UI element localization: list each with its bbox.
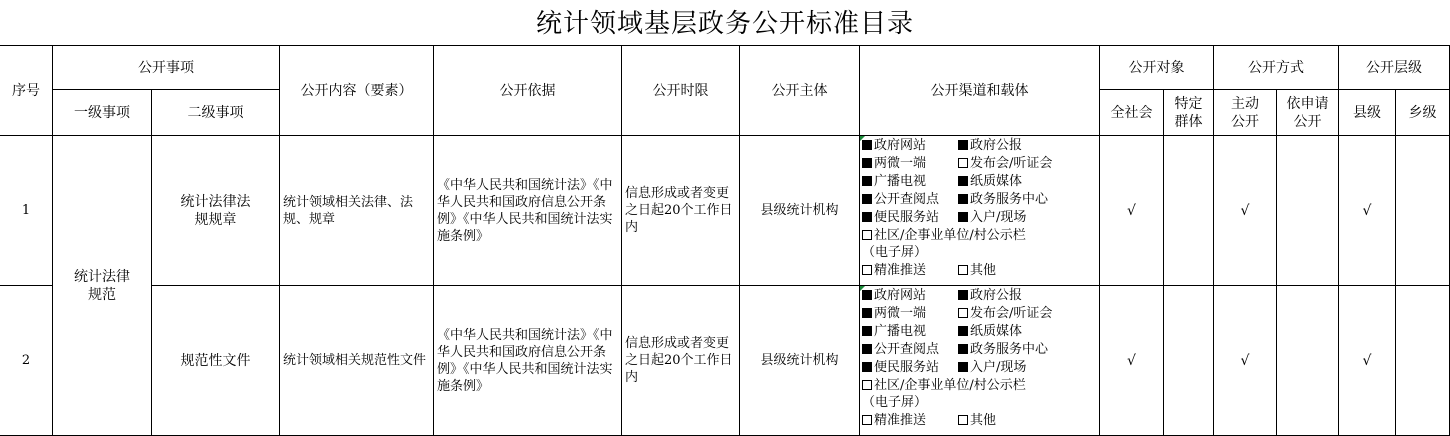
row-1-target-all: √ bbox=[1099, 135, 1164, 286]
row-2-channels bbox=[859, 285, 1100, 436]
channel-label: 精准推送 bbox=[874, 413, 927, 429]
row-2-basis bbox=[433, 285, 622, 436]
header-level: 公开层级 bbox=[1338, 45, 1450, 90]
channel-label: 入户/现场 bbox=[970, 359, 1027, 375]
checkbox-checked-icon bbox=[958, 194, 968, 204]
row-1-level2-label: 统计法律法规规章 bbox=[180, 193, 251, 228]
channel-label: 政府网站 bbox=[874, 138, 927, 153]
row-1-content-label: 统计领域相关法律、法规、规章 bbox=[283, 194, 414, 227]
channel-label: 政府公报 bbox=[970, 288, 1023, 303]
row-2-time bbox=[621, 285, 740, 436]
channel-label: 政务服务中心 bbox=[970, 341, 1049, 357]
row-1-level2 bbox=[151, 135, 280, 286]
header-method: 公开方式 bbox=[1213, 45, 1339, 90]
checkbox-empty-icon bbox=[862, 230, 872, 240]
row-2-method-request bbox=[1276, 285, 1339, 436]
checkbox-checked-icon bbox=[862, 308, 872, 318]
checkbox-checked-icon bbox=[862, 362, 872, 372]
header-method-active: 主动公开 bbox=[1213, 89, 1277, 136]
channel-label: 广播电视 bbox=[874, 323, 927, 339]
channel-label: 社区/企事业单位/村公示栏 bbox=[874, 227, 1026, 243]
checkbox-checked-icon bbox=[862, 194, 872, 204]
channel-label: 入户/现场 bbox=[970, 209, 1027, 225]
row-1-channels bbox=[859, 135, 1100, 286]
row-1-subject: 县级统计机构 bbox=[739, 135, 860, 286]
row-1-time bbox=[621, 135, 740, 286]
header-content: 公开内容（要素） bbox=[279, 45, 434, 136]
header-channels: 公开渠道和载体 bbox=[859, 45, 1100, 136]
header-seq: 序号 bbox=[0, 45, 53, 136]
checkbox-checked-icon bbox=[958, 344, 968, 354]
channel-label: 精准推送 bbox=[874, 263, 927, 279]
row-2-seq: 2 bbox=[0, 285, 53, 436]
channel-label: 社区/企事业单位/村公示栏 bbox=[874, 377, 1026, 393]
checkbox-checked-icon bbox=[958, 326, 968, 336]
channel-label: 两微一端 bbox=[874, 155, 927, 171]
channel-label: 纸质媒体 bbox=[970, 173, 1023, 189]
row-1-basis-label: 《中华人民共和国统计法》《中华人民共和国政府信息公开条例》《中华人民共和国统计法实施条例》 bbox=[437, 177, 613, 244]
checkbox-empty-icon bbox=[862, 380, 872, 390]
cell-comment-marker bbox=[860, 136, 865, 141]
checkbox-checked-icon bbox=[958, 176, 968, 186]
channel-label: （电子屏） bbox=[862, 245, 928, 261]
catalog-table bbox=[0, 46, 1450, 436]
row-1-seq: 1 bbox=[0, 135, 53, 286]
channel-label: 纸质媒体 bbox=[970, 323, 1023, 339]
checkbox-checked-icon bbox=[862, 290, 872, 300]
row-1-method-active: √ bbox=[1213, 135, 1277, 286]
checkbox-checked-icon bbox=[958, 140, 968, 150]
row-2-subject: 县级统计机构 bbox=[739, 285, 860, 436]
row-2-time-label: 信息形成或者变更之日起20个工作日内 bbox=[625, 336, 733, 385]
channel-label: 公开查阅点 bbox=[874, 341, 940, 357]
checkbox-checked-icon bbox=[862, 344, 872, 354]
checkbox-checked-icon bbox=[862, 140, 872, 150]
header-level2: 二级事项 bbox=[151, 89, 280, 136]
checkbox-checked-icon bbox=[958, 290, 968, 300]
channel-label: 发布会/听证会 bbox=[970, 155, 1053, 171]
row-2-content bbox=[279, 285, 434, 436]
row-2-method-active: √ bbox=[1213, 285, 1277, 436]
checkbox-empty-icon bbox=[958, 308, 968, 318]
row-2-basis-label: 《中华人民共和国统计法》《中华人民共和国政府信息公开条例》《中华人民共和国统计法实施条例》 bbox=[437, 327, 613, 394]
checkbox-checked-icon bbox=[958, 212, 968, 222]
header-target: 公开对象 bbox=[1099, 45, 1214, 90]
row-2-level-town bbox=[1395, 285, 1450, 436]
row-2-target-all: √ bbox=[1099, 285, 1164, 436]
row-2-target-specific bbox=[1163, 285, 1214, 436]
channel-label: 发布会/听证会 bbox=[970, 305, 1053, 321]
channel-label: 政务服务中心 bbox=[970, 191, 1049, 207]
header-basis: 公开依据 bbox=[433, 45, 622, 136]
channel-label: 政府公报 bbox=[970, 138, 1023, 153]
checkbox-empty-icon bbox=[862, 415, 872, 425]
channel-label: 两微一端 bbox=[874, 305, 927, 321]
checkbox-checked-icon bbox=[862, 212, 872, 222]
header-level-town: 乡级 bbox=[1395, 89, 1450, 136]
checkbox-checked-icon bbox=[862, 176, 872, 186]
header-time: 公开时限 bbox=[621, 45, 740, 136]
channel-label: 公开查阅点 bbox=[874, 191, 940, 207]
row-1-method-request bbox=[1276, 135, 1339, 286]
channel-label: （电子屏） bbox=[862, 395, 928, 411]
row-1-level-county: √ bbox=[1338, 135, 1396, 286]
row-1-time-label: 信息形成或者变更之日起20个工作日内 bbox=[625, 186, 733, 235]
header-items: 公开事项 bbox=[52, 45, 280, 90]
channel-label: 便民服务站 bbox=[874, 359, 940, 375]
row-1-content bbox=[279, 135, 434, 286]
row-level1-label: 统计法律规范 bbox=[74, 268, 130, 303]
header-target-all: 全社会 bbox=[1099, 89, 1164, 136]
page-title: 统计领域基层政务公开标准目录 bbox=[535, 9, 914, 39]
row-1-level-town bbox=[1395, 135, 1450, 286]
checkbox-checked-icon bbox=[958, 362, 968, 372]
channel-label: 其他 bbox=[970, 413, 997, 429]
header-level-county: 县级 bbox=[1338, 89, 1396, 136]
header-subject: 公开主体 bbox=[739, 45, 860, 136]
checkbox-empty-icon bbox=[958, 265, 968, 275]
channel-label: 其他 bbox=[970, 263, 997, 279]
row-2-content-label: 统计领域相关规范性文件 bbox=[283, 353, 427, 368]
row-1-basis bbox=[433, 135, 622, 286]
header-target-specific: 特定群体 bbox=[1163, 89, 1214, 136]
channel-label: 政府网站 bbox=[874, 288, 927, 303]
cell-comment-marker bbox=[860, 286, 865, 291]
channel-label: 便民服务站 bbox=[874, 209, 940, 225]
row-1-target-specific bbox=[1163, 135, 1214, 286]
row-2-level2: 规范性文件 bbox=[151, 285, 280, 436]
checkbox-checked-icon bbox=[862, 158, 872, 168]
header-method-request: 依申请公开 bbox=[1276, 89, 1339, 136]
channel-label: 广播电视 bbox=[874, 173, 927, 189]
header-level1: 一级事项 bbox=[52, 89, 152, 136]
row-level1-merged bbox=[52, 135, 152, 436]
checkbox-empty-icon bbox=[862, 265, 872, 275]
checkbox-empty-icon bbox=[958, 415, 968, 425]
checkbox-checked-icon bbox=[862, 326, 872, 336]
checkbox-empty-icon bbox=[958, 158, 968, 168]
row-2-level-county: √ bbox=[1338, 285, 1396, 436]
